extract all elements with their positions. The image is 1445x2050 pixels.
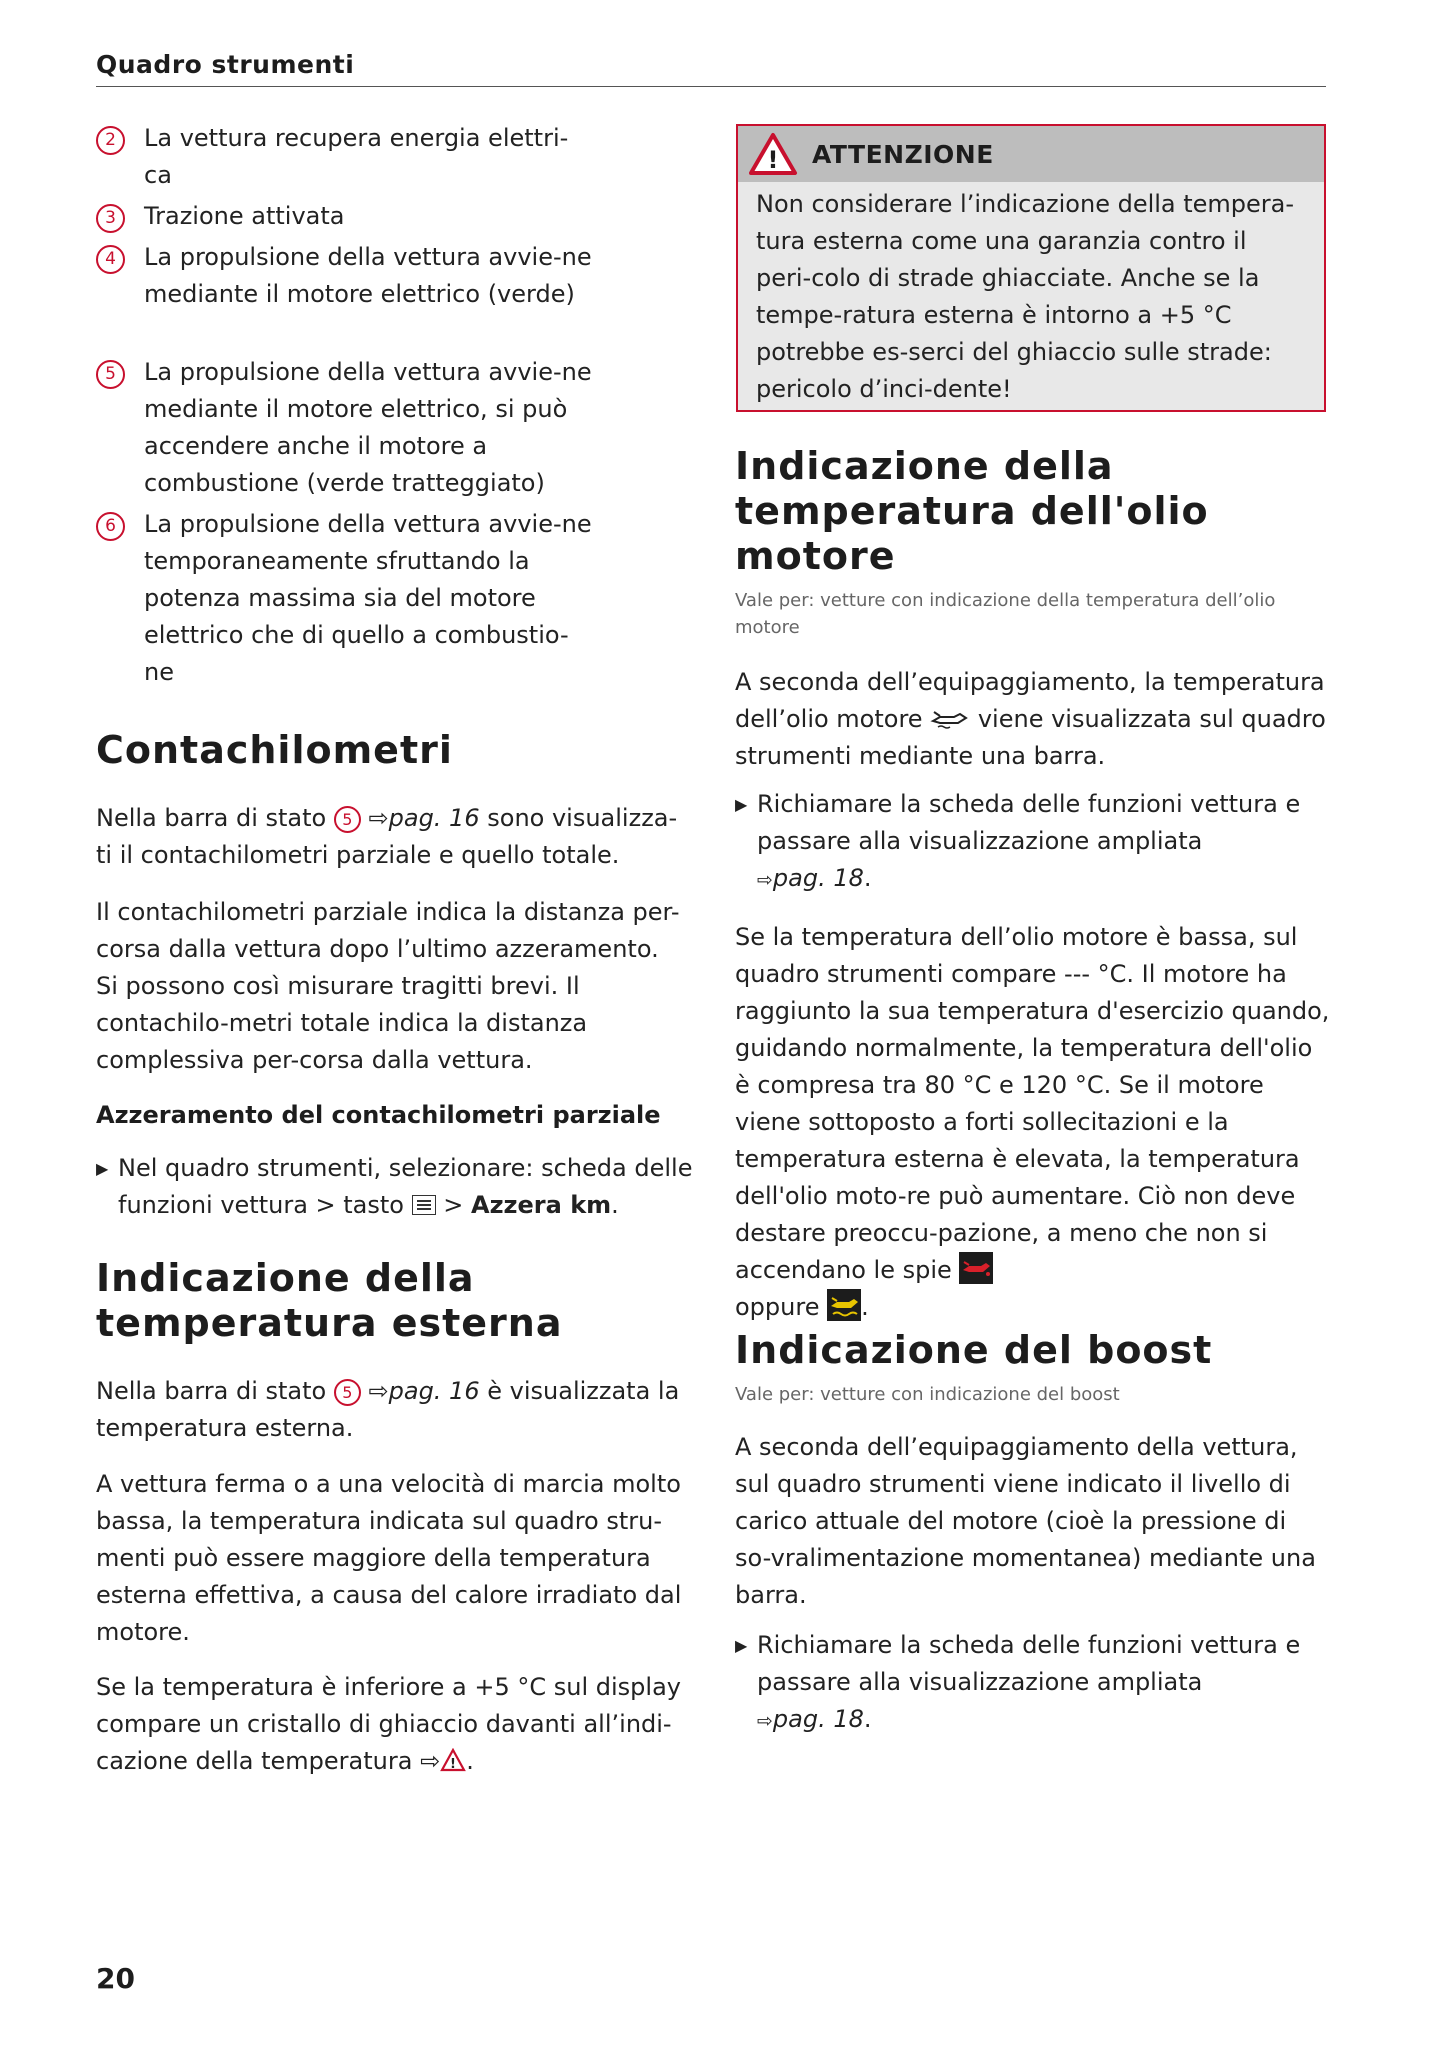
header-rule xyxy=(96,86,1326,87)
applies-to-note: Vale per: vetture con indicazione del boost xyxy=(735,1384,1120,1405)
step-bullet-icon: ▶ xyxy=(96,1159,109,1178)
text-run: Richiamare la scheda delle funzioni vettura e passare alla visualizzazione ampliata xyxy=(757,790,1301,855)
title-line: temperatura dell'olio xyxy=(735,489,1209,533)
text-run: . xyxy=(466,1747,474,1775)
callout-list xyxy=(96,120,596,691)
text-run: A seconda dell’equipaggiamento, la temperatura dell’olio motore xyxy=(735,668,1325,733)
callout-item xyxy=(96,120,596,194)
title-line: Indicazione della xyxy=(96,1256,475,1300)
text-run: viene visualizzata sul quadro strumenti mediante una barra. xyxy=(735,705,1326,770)
text-run: Nel quadro strumenti, selezionare: scheda delle funzioni vettura > tasto xyxy=(118,1154,693,1219)
outside-temp-paragraph-2: A vettura ferma o a una velocità di marcia molto bassa, la temperatura indicata sul quadro stru-menti può essere maggiore della temperatura esterna effettiva, a causa del calore irradiato dal motore. xyxy=(96,1470,682,1646)
callout-text: La vettura recupera energia elettri-ca xyxy=(144,124,569,189)
arrow-ref-icon: ⇨ xyxy=(368,804,389,832)
callout-text: La propulsione della vettura avvie-ne temporaneamente sfruttando la potenza massima sia del motore elettrico che di quello a combustio-ne xyxy=(144,510,592,686)
text-run: . xyxy=(863,1705,872,1733)
callout-item xyxy=(96,198,596,235)
callout-item xyxy=(96,239,596,350)
warning-box xyxy=(736,124,1326,412)
callout-number: 2 xyxy=(96,126,125,155)
title-line: temperatura esterna xyxy=(96,1301,563,1345)
warning-triangle-icon[interactable] xyxy=(440,1748,466,1772)
boost-paragraph-1: A seconda dell’equipaggiamento della vettura, sul quadro strumenti viene indicato il livello di carico attuale del motore (cioè la pressione di so-vralimentazione momentanea) mediante una barra. xyxy=(735,1433,1316,1609)
instruction-step xyxy=(96,1150,708,1224)
warning-triangle-icon xyxy=(748,132,798,176)
instruction-step xyxy=(735,786,1352,899)
text-run: > xyxy=(443,1191,464,1219)
applies-to-note: Vale per: vetture con indicazione della temperatura dell’olio motore xyxy=(735,590,1276,638)
callout-number: 5 xyxy=(96,360,125,389)
callout-reference-number: 5 xyxy=(334,1379,361,1406)
oil-level-yellow-lamp-icon xyxy=(827,1289,861,1321)
text-run: . xyxy=(863,864,872,892)
text-run: Se la temperatura è inferiore a +5 °C sul display compare un cristallo di ghiaccio davanti all’indi-cazione della temperatura xyxy=(96,1673,681,1775)
warning-text: Non considerare l’indicazione della tempera-tura esterna come una garanzia contro il peri-colo di strade ghiacciate. Anche se la tempe-ratura esterna è intorno a +5 °C potrebbe es-serci del ghiaccio sulle strade: pericolo d’inci-dente! xyxy=(756,190,1295,403)
svg-text:!: ! xyxy=(767,146,779,174)
text-run: Se la temperatura dell’olio motore è bassa, sul quadro strumenti compare --- °C. Il motore ha raggiunto la sua temperatura d'esercizio quando, guidando normalmente, la temperatura dell'olio è compresa tra 80 °C e 120 °C. Se il motore viene sottoposto a forti sollecitazioni e la temperatura esterna è elevata, la temperatura dell'olio moto-re può aumentare. Ciò non deve destare preoccu-pazione, a meno che non si accendano le spie xyxy=(735,923,1330,1284)
section-title-outside-temp xyxy=(96,1256,686,1346)
odometer-paragraph-1 xyxy=(96,800,686,874)
text-run: oppure xyxy=(735,1293,820,1321)
text-run: è visualizzata la temperatura esterna. xyxy=(96,1377,680,1442)
page-reference-link[interactable]: pag. 18 xyxy=(772,1705,864,1733)
arrow-ref-icon: ⇨ xyxy=(368,1377,389,1405)
running-header: Quadro strumenti xyxy=(96,50,355,79)
section-title-odometer: Contachilometri xyxy=(96,728,453,772)
arrow-ref-icon: ⇨ xyxy=(757,1710,773,1732)
subheading-reset: Azzeramento del contachilometri parziale xyxy=(96,1101,661,1129)
callout-item xyxy=(96,354,596,502)
text-run: sono visualizza-ti il contachilometri parziale e quello totale. xyxy=(96,804,678,869)
callout-number: 4 xyxy=(96,245,125,274)
oil-temp-paragraph-1 xyxy=(735,664,1330,775)
oil-temp-paragraph-2 xyxy=(735,919,1330,1326)
warning-header xyxy=(738,126,1324,182)
callout-number: 6 xyxy=(96,512,125,541)
text-run: Nella barra di stato xyxy=(96,804,327,832)
arrow-ref-icon: ⇨ xyxy=(420,1747,441,1775)
callout-item xyxy=(96,506,596,691)
title-line: motore xyxy=(735,534,896,578)
outside-temp-paragraph-3 xyxy=(96,1669,686,1780)
section-title-oil-temp xyxy=(735,444,1330,579)
odometer-paragraph-2: Il contachilometri parziale indica la distanza per-corsa dalla vettura dopo l’ultimo azzeramento. Si possono così misurare tragitti brevi. Il contachilo-metri totale indica la distanza complessiva per-corsa dalla vettura. xyxy=(96,898,680,1074)
page-reference-link[interactable]: pag. 16 xyxy=(388,804,480,832)
svg-text:!: ! xyxy=(450,1757,457,1772)
step-bullet-icon: ▶ xyxy=(735,1636,748,1655)
callout-text: La propulsione della vettura avvie-ne mediante il motore elettrico, si può accendere anche il motore a combustione (verde tratteggiato) xyxy=(144,358,592,497)
menu-key-icon xyxy=(412,1195,436,1215)
callout-number: 3 xyxy=(96,204,125,233)
instruction-step xyxy=(735,1627,1352,1740)
outside-temp-paragraph-1 xyxy=(96,1373,686,1447)
step-bullet-icon: ▶ xyxy=(735,795,748,814)
text-run: Richiamare la scheda delle funzioni vettura e passare alla visualizzazione ampliata xyxy=(757,1631,1301,1696)
callout-reference-number: 5 xyxy=(334,806,361,833)
text-run: . xyxy=(611,1191,619,1219)
page-reference-link[interactable]: pag. 16 xyxy=(388,1377,480,1405)
text-run: . xyxy=(861,1293,869,1321)
callout-text: La propulsione della vettura avvie-ne mediante il motore elettrico (verde) xyxy=(144,243,592,308)
section-title-boost: Indicazione del boost xyxy=(735,1328,1213,1372)
title-line: Indicazione della xyxy=(735,444,1114,488)
page-number: 20 xyxy=(96,1962,135,1995)
text-run: Nella barra di stato xyxy=(96,1377,327,1405)
warning-title: ATTENZIONE xyxy=(812,139,994,169)
menu-command: Azzera km xyxy=(471,1191,612,1219)
callout-text: Trazione attivata xyxy=(144,202,345,230)
oil-pressure-red-lamp-icon xyxy=(959,1252,993,1284)
oil-temperature-icon xyxy=(930,709,970,729)
arrow-ref-icon: ⇨ xyxy=(757,869,773,891)
page-reference-link[interactable]: pag. 18 xyxy=(772,864,864,892)
